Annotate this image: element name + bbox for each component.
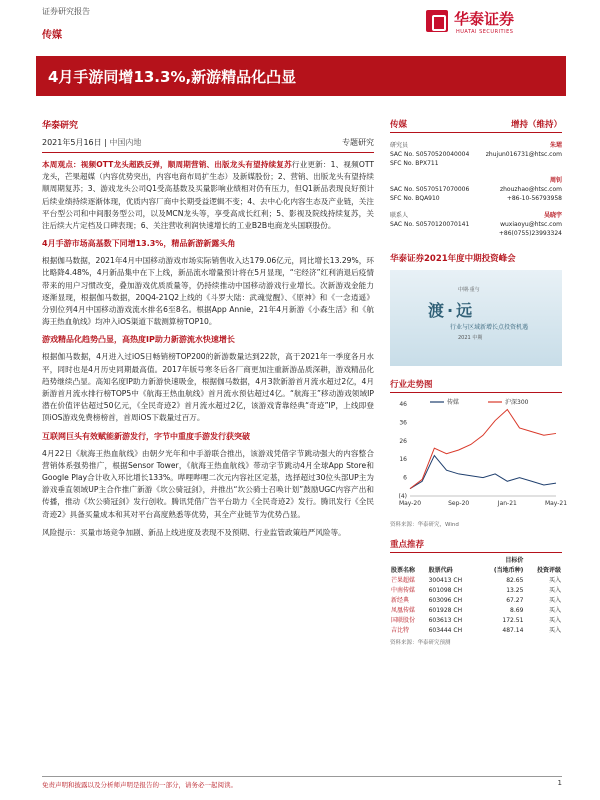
rec-price: 487.14 [502,627,524,634]
rec-head-rating: 投资评级 [536,567,561,574]
rec-row [390,586,562,596]
banner-sub-text: 行业与区域新增长点投资机遇 [450,324,529,331]
analyst-role: 研究员 [390,142,409,149]
rec-head-name: 股票名称 [391,567,416,574]
rec-rating: 买入 [548,577,561,584]
trend-chart [390,396,568,514]
section-paragraph [42,448,374,521]
rec-source: 资料来源：华泰研究预测 [390,640,451,646]
rec-price: 82.65 [506,577,524,584]
analyst-name: 周钊 [549,177,562,184]
section-paragraph [42,351,374,424]
report-date: 2021年5月16日 [42,138,102,147]
report-type-label: 证券研究报告 [42,7,90,16]
rec-row [390,616,562,626]
rec-head-price: (当地币种) [493,567,524,574]
analyst-list [390,141,562,238]
banner-top-text: 中期·重与 [458,287,480,293]
x-tick-label: May-20 [398,500,422,507]
section-heading: 互联网巨头有效赋能新游发行，字节中重度手游发行获突破 [42,431,250,441]
rec-price: 8.69 [510,607,524,614]
analyst-card [390,211,562,238]
banner-main-text: 渡·远 [428,301,476,320]
analyst-card [390,176,562,203]
rec-row [390,606,562,616]
rec-code: 300413 CH [428,577,463,584]
trend-title: 行业走势图 [390,378,562,393]
section-text: 根据伽马数据，2021年4月中国移动游戏市场实际销售收入达179.06亿元，同比增长13.29%，环比略降4.48%，4月新品集中在下上线，新品流水增量预计将在5月显现，“宅经济”红利消退后疫情带来的用户习惯改变，叠加游戏优质质量等，仍持续推动中国移动游戏行业增长。次新游戏金能力逐渐显现，根据伽马数据，20Q4-21Q2上线的《斗罗大陆：武魂觉醒》、《原神》和《一念逍遥》分别位列4月中国移动游戏流水排名6至8名。根据App Annie，21年4月新游《小森生活》和《航海王热血航线》均冲入iOS渠道下载测算榜TOP10。 [42,256,374,327]
institute-name: 华泰研究 [42,121,79,131]
section-paragraph [42,159,374,232]
side-column [390,118,568,646]
analyst-sac: SAC No. S0570520040004 [390,151,470,158]
x-tick-label: Sep-20 [448,500,470,507]
industry-category: 传媒 [42,30,62,41]
logo-text: 华泰证券 [454,10,515,28]
section-paragraph [42,255,374,328]
section-paragraph [42,527,374,539]
section-text: 4月22日《航海王热血航线》由朝夕光年和中手游联合推出，该游戏凭借字节跳动强大的内容整合营销体系强势推广，根据Sensor Tower，《航海王热血航线》带动字节跳动4月全球App Store和Google Play合计收入环比增长133%。哔哩哔哩二次元内容社区定基，选择超过30位头部UP主为游戏垂直领域UP主合作推广新游《坎公骑冠剑》，并推出“坎公骑士召唤计划”鼓励UGC内容产出和传播，推动《坎公骑冠剑》发行创收。腾讯凭借广告平台助力《全民奇迹2》发行。腾讯发行《全民奇迹2》具备买量成本和其对平台高度熟悉等优势，其全产业链节为优势凸显。 [42,448,374,519]
recommend-table [390,556,562,636]
rating-header [390,118,562,133]
section-text: 行业更新：1、视频OTT龙头，芒果超媒（内容优势突出，内容电商布局扩生态）及新媒股份；2、营销、出版龙头有望持续顺周期复苏；3、游戏龙头公司Q1受高基数及买量影响业绩相对仍有压力，但Q1新品表现良好预计后续业绩持续逐渐体现，优质内容厂商中长期受益逻辑不变；4、去中心化内容生态及产业链，关注平台型公司和中间服务型公司，以及MCN龙头等，享受高成长红利；5、影视及院线持续复苏，关注后续大片定档及口碑表现；6、关注营收利润快速增长的工业B2B电商龙头国联股份。 [42,160,374,231]
rec-code: 601928 CH [428,607,463,614]
rec-code: 603444 CH [428,627,463,634]
report-kind: 专题研究 [342,138,374,147]
analyst-email[interactable]: zhouzhao@htsc.com [499,186,562,193]
analyst-phone: +86-10-56793958 [506,195,562,202]
rec-rating: 买入 [548,617,561,624]
rec-head-code: 股票代码 [428,567,453,574]
y-tick-label: 16 [399,456,407,464]
analyst-sfc: SFC No. BQA910 [390,195,440,202]
series-line-0 [410,456,556,489]
series-line-1 [410,410,556,489]
rec-name: 国联股份 [391,617,416,624]
report-title: 4月手游同增13.3%,新游精品化凸显 [36,56,566,96]
rec-target-head: 目标价 [505,557,524,564]
rec-row [390,576,562,586]
page-number: 1 [557,779,562,787]
rec-code: 601098 CH [428,587,463,594]
legend-label: 沪深300 [505,399,529,406]
investment-rating: 增持（维持） [510,120,562,130]
section-heading: 游戏精品化趋势凸显，高热度IP助力新游流水快速增长 [42,335,235,345]
analyst-sac: SAC No. S0570517070006 [390,186,470,193]
conference-banner[interactable] [390,270,562,366]
rec-rating: 买入 [548,597,561,604]
rec-title: 重点推荐 [390,538,562,553]
section-text: 风险提示：买量市场竞争加剧、新品上线进度及表现不及预期、行业监管政策趋严风险等。 [42,527,346,537]
logo-subtext: HUATAI SECURITIES [456,29,514,35]
date-line: 2021年5月16日 | 中国内地 专题研究 [42,137,374,153]
analyst-role: 联系人 [390,212,409,219]
body-sections [42,159,374,539]
y-tick-label: 26 [399,437,407,445]
rec-name: 新经典 [391,597,410,604]
x-tick-label: Jan-21 [497,500,517,507]
analyst-email[interactable]: zhujun016731@htsc.com [485,151,562,158]
legend-label: 传媒 [447,399,460,406]
analyst-name: 吴晓宇 [543,212,562,219]
rec-price: 172.51 [502,617,524,624]
y-tick-label: 6 [403,474,407,482]
analyst-sfc: SFC No. BPX711 [390,160,439,167]
y-tick-label: 36 [399,419,407,427]
rec-row [390,596,562,606]
section-heading: 4月手游市场高基数下同增13.3%，精品新游新露头角 [42,239,236,249]
rec-rating: 买入 [548,607,561,614]
logo-icon [426,10,448,32]
conference-title: 华泰证券2021年度中期投资峰会 [390,254,516,264]
chart-source: 资料来源：华泰研究，Wind [390,522,459,528]
analyst-email[interactable]: wuxiaoyu@htsc.com [500,221,562,228]
y-tick-label: (4) [398,493,407,500]
banner-bottom-text: 2021 中期 [458,335,483,341]
section-heading: 本周观点：视频OTT龙头超跌反弹，顺周期营销、出版龙头有望持续复苏 [42,160,292,169]
rec-code: 603096 CH [428,597,463,604]
analyst-phone: +86(0755)23993324 [498,230,562,237]
rec-name: 吉比特 [391,627,410,634]
analyst-name: 朱珺 [549,142,562,149]
rec-name: 凤凰传媒 [391,607,416,614]
rec-row [390,626,562,636]
rec-name: 中南传媒 [391,587,416,594]
y-tick-label: 46 [399,401,407,408]
rec-price: 67.27 [506,597,524,604]
rec-price: 13.25 [506,587,524,594]
main-column [42,118,374,539]
rec-code: 603613 CH [428,617,463,624]
x-tick-label: May-21 [544,500,568,507]
company-logo [426,8,566,40]
section-text: 根据伽马数据，4月进入过iOS日畅销榜TOP200的新游数量达到22款，高于2021年一季度各月水平，同时也是4月历史同期最高值。2017年版号寒冬后各厂商更加注重新游品质深耕，游戏精品化趋势继续凸显。高知名度IP助力新游快速吸金，根据伽马数据，4月3款新游首月流水超过2亿，4月新游首月流水排行榜TOP5中《航海王热血航线》首月流水预估超过4亿。“航海王”移动游戏领域IP潜在价值评估超过50亿元，《全民奇迹2》首月流水超过2亿，该游戏背靠经典“奇迹”IP，上线即登顶iOS游戏免费榜榜首，首周iOS下载量过百万。 [42,352,374,423]
rec-rating: 买入 [548,587,561,594]
analyst-sac: SAC No. S0570120070141 [390,221,470,228]
rec-rating: 买入 [548,627,561,634]
analyst-card [390,141,562,168]
report-region: 中国内地 [109,138,142,147]
rec-name: 芒果超媒 [391,577,416,584]
footer-disclaimer: 免责声明和披露以及分析师声明是报告的一部分，请务必一起阅读。 [42,776,562,789]
side-industry: 传媒 [390,120,408,130]
